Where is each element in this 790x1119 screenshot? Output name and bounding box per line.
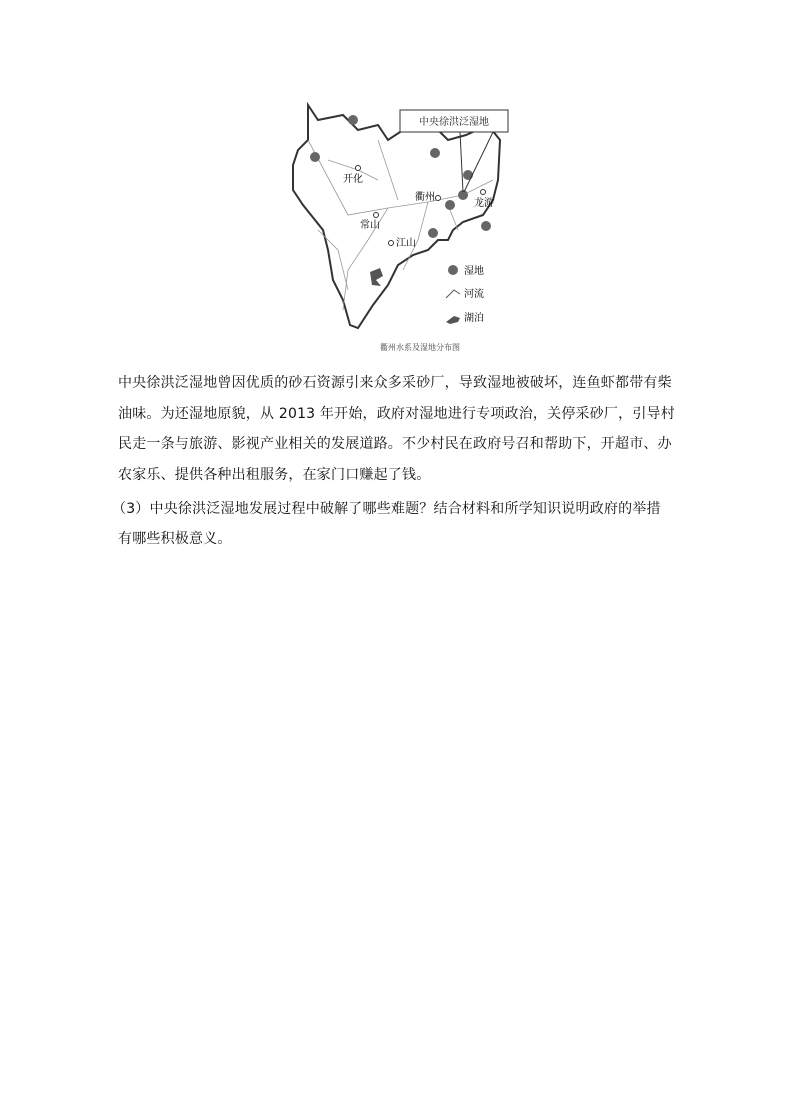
quzhou-water-wetland-map [288,100,514,356]
legend-wetland: 湿地 [464,266,484,277]
place-longyou: 龙游 [474,198,494,209]
figure-caption: 衢州水系及湿地分布图 [380,343,460,352]
river-icon [446,290,460,298]
callout-label: 中央徐洪泛湿地 [419,117,489,128]
legend-river: 河流 [464,289,484,300]
paragraph-line-4: 农家乐、提供各种出租服务，在家门口赚起了钱。 [118,467,431,483]
place-quzhou: 衢州 [415,192,435,203]
place-jiangshan: 江山 [396,238,416,249]
lake-icon [446,316,460,324]
place-changshan: 常山 [360,220,380,231]
paragraph-line-1: 中央徐洪泛湿地曾因优质的砂石资源引来众多采砂厂，导致湿地被破坏，连鱼虾都带有柴 [118,375,672,391]
paragraph-line-2: 油味。为还湿地原貌，从 2013 年开始，政府对湿地进行专项政治，关停采砂厂，引导村 [118,406,675,422]
paragraph-line-3: 民走一条与旅游、影视产业相关的发展道路。不少村民在政府号召和帮助下，开超市、办 [118,436,672,452]
legend-lake: 湖泊 [464,313,484,324]
question-line-1: （3）中央徐洪泛湿地发展过程中破解了哪些难题？结合材料和所学知识说明政府的举措 [112,501,661,517]
place-kaihua: 开化 [343,174,363,185]
question-line-2: 有哪些积极意义。 [118,531,232,547]
wetland-icon [448,265,458,275]
